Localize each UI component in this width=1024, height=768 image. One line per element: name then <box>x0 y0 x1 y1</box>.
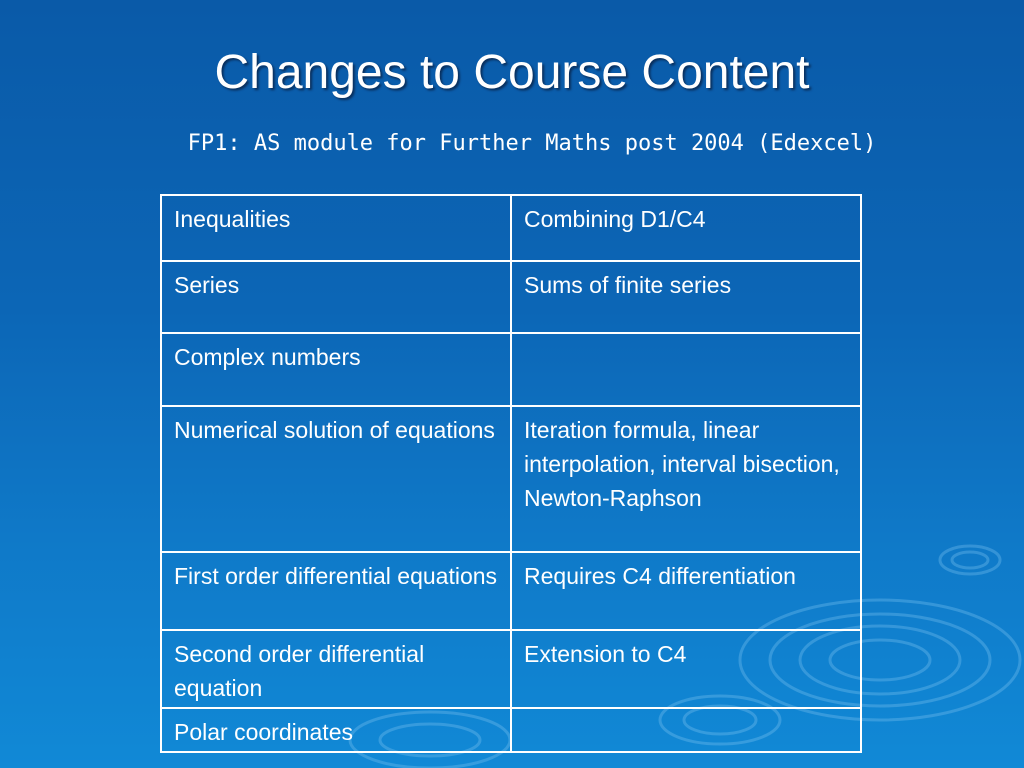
course-content-table <box>160 194 862 753</box>
topic-cell: Polar coordinates <box>161 708 511 752</box>
table-row <box>161 630 861 708</box>
change-cell <box>511 708 861 752</box>
slide-title: Changes to Course Content <box>214 46 810 99</box>
topic-cell: Second order differential equation <box>161 630 511 708</box>
topic-cell: Inequalities <box>161 195 511 261</box>
change-cell: Iteration formula, linear interpolation, interval bisection, Newton-Raphson <box>511 406 861 552</box>
topic-cell: Complex numbers <box>161 333 511 406</box>
change-cell: Requires C4 differentiation <box>511 552 861 630</box>
change-cell: Sums of finite series <box>511 261 861 333</box>
table-row <box>161 333 861 406</box>
topic-cell: First order differential equations <box>161 552 511 630</box>
topic-cell: Numerical solution of equations <box>161 406 511 552</box>
slide-subtitle: FP1: AS module for Further Maths post 2004 (Edexcel) <box>187 131 877 156</box>
table-row <box>161 708 861 752</box>
table-row <box>161 261 861 333</box>
change-cell: Extension to C4 <box>511 630 861 708</box>
table-row <box>161 195 861 261</box>
topic-cell: Series <box>161 261 511 333</box>
change-cell: Combining D1/C4 <box>511 195 861 261</box>
table-row <box>161 406 861 552</box>
table-row <box>161 552 861 630</box>
change-cell <box>511 333 861 406</box>
